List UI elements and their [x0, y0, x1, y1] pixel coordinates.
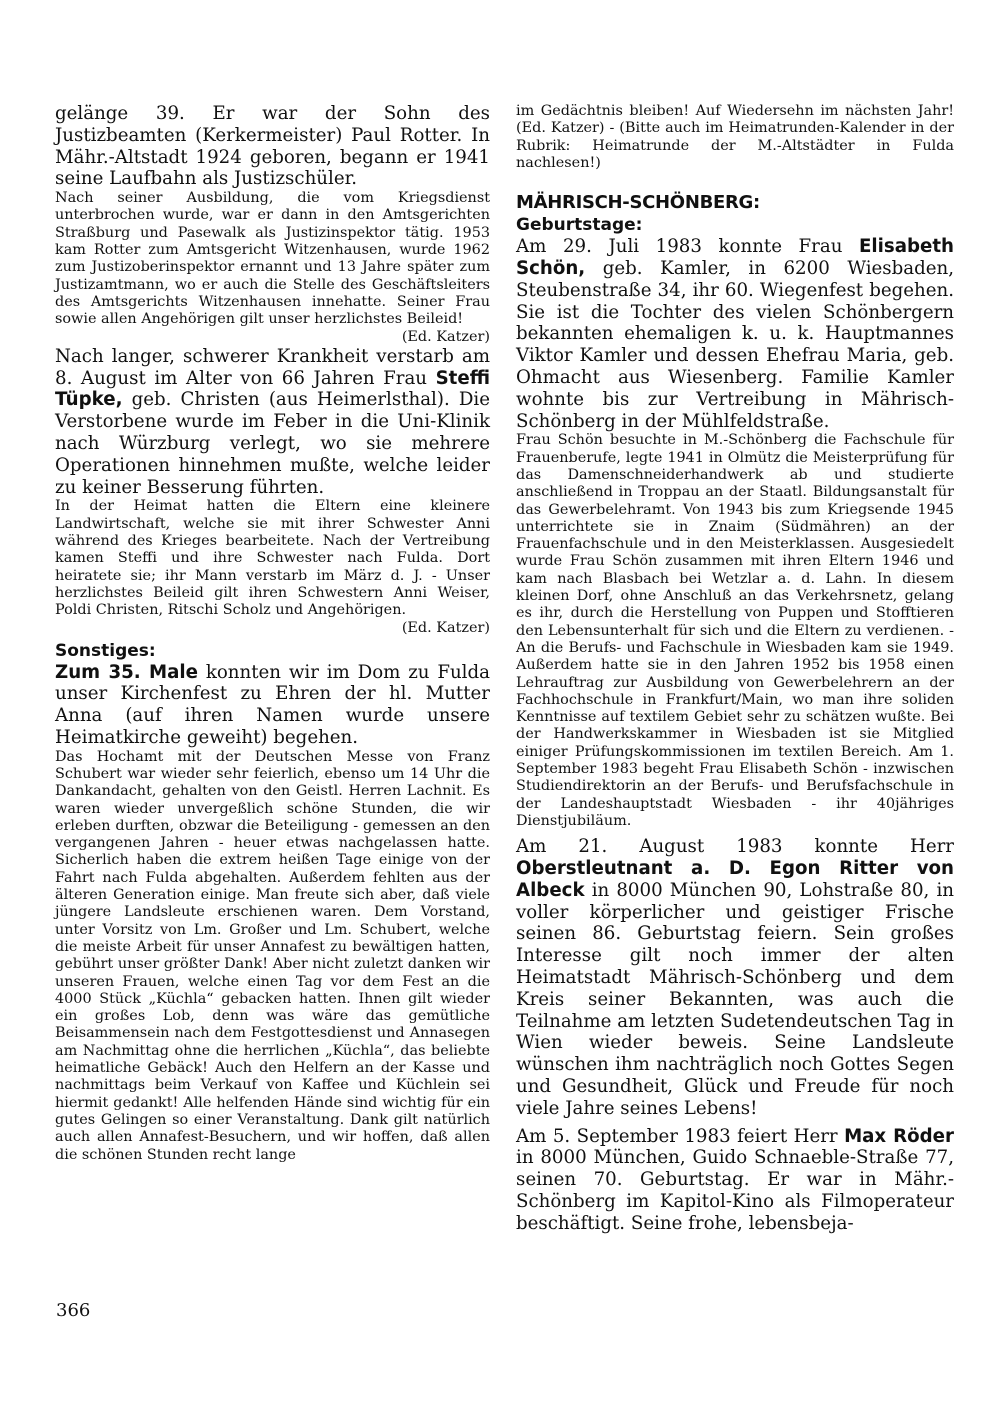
rotter-obituary-end: gelänge 39. Er war der Sohn des Justizbeamten (Kerkermeister) Paul Rotter. In Mähr.-Altstadt 1924 geboren, begann er 1941 seine Laufbahn als Justizschüler.: [55, 103, 490, 190]
roeder-birthday: [516, 1126, 954, 1235]
tuepke-obituary: [55, 346, 490, 499]
birthday-text: Am 21. August 1983 konnte Herr: [516, 836, 954, 858]
rotter-career-paragraph: Nach seiner Ausbildung, die vom Kriegsdienst unterbrochen wurde, war er dann in den Amtsgerichten Straßburg und Pasewalk als Justizinspektor tätig. 1953 kam Rotter zum Amtsgericht Witzenhausen, wurde 1962 zum Justizoberinspektor ernannt und 13 Jahre später zum Justizamtmann, wo er auch die Stelle des Geschäftsleiters des Amtsgerichts Witzenhausen innehatte. Seiner Frau sowie allen Angehörigen gilt unser herzlichstes Beileid!: [55, 190, 490, 328]
intro-text: konnten wir im Dom zu Fulda unser Kirchenfest zu Ehren der hl. Mutter Anna (auf ihren Namen wurde unsere Heimatkirche geweiht) begehen.: [55, 661, 490, 748]
section-heading-sonstiges: Sonstiges:: [55, 640, 156, 661]
obituary-text: Nach langer, schwerer Krankheit verstarb am 8. August im Alter von 66 Jahren Frau: [55, 345, 490, 389]
lead-text: Zum 35. Male: [55, 661, 198, 683]
left-column: [55, 103, 490, 1164]
albeck-birthday: [516, 836, 954, 1119]
birthday-text: in 8000 München 90, Lohstraße 80, in voller körperlicher und geistiger Frische seinen 86. Geburtstag feiern. Sein großes Interesse gilt noch immer der alten Heimatstadt Mährisch-Schönberg und dem Kreis seiner Bekannten, was auch die Teilnahme am letzten Sudetendeutschen Tag in Wien wieder beweis. Seine Landsleute wünschen ihm nachträglich noch Gottes Segen und Gesundheit, Glück und Freude für noch viele Jahre seines Lebens!: [516, 879, 954, 1119]
right-column: [516, 103, 954, 1235]
page-number: 366: [56, 1300, 91, 1321]
person-name: Steffi Tüpke,: [55, 367, 490, 411]
birthday-text: in 8000 München, Guido Schnaeble-Straße 77, seinen 70. Geburtstag. Er war in Mähr.-Schönberg im Kapitol-Kino als Filmoperateur beschäftigt. Seine frohe, lebensbeja-: [516, 1147, 954, 1234]
section-heading-place: MÄHRISCH-SCHÖNBERG:: [516, 192, 760, 214]
annafest-intro: [55, 662, 490, 749]
tuepke-family-paragraph: [55, 498, 490, 636]
editor-signature: (Ed. Katzer): [401, 619, 490, 636]
family-text: In der Heimat hatten die Eltern eine kleinere Landwirtschaft, welche sie mit ihrer Schwester Anni während des Krieges bearbeitete. Nach der Vertreibung kamen Steffi und ihre Schwester nach Fulda. Dort heiratete sie; ihr Mann verstarb im März d. J. - Unser herzlichstes Beileid gilt ihren Schwestern Anni Weiser, Poldi Christen, Ritschi Scholz und Angehörigen.: [55, 498, 490, 619]
person-name: Elisabeth Schön,: [516, 236, 954, 279]
person-name: Oberstleutnant a. D. Egon Ritter von Albeck: [516, 857, 954, 901]
schoen-birthday: [516, 236, 954, 432]
annafest-report: Das Hochamt mit der Deutschen Messe von Franz Schubert war wieder sehr feierlich, ebenso um 14 Uhr die Dankandacht, gehalten von den Geistl. Herren Lachnit. Es waren wieder unvergeßlich schöne Stunden, die wir erleben durften, obzwar die Beteiligung - gemessen an den vergangenen Jahren - heuer etwas nachgelassen hatte. Sicherlich haben die extrem heißen Tage einige von der Fahrt nach Fulda abgehalten. Außerdem fehlten aus der älteren Generation einige. Man freute sich aber, daß viele jüngere Landsleute erschienen waren. Dem Vorstand, unter Vorsitz von Lm. Großer und Lm. Schubert, welche die meiste Arbeit für unser Annafest zu bewältigen hatten, gebührt unser größter Dank! Aber nicht zuletzt danken wir unseren Frauen, welche einen Tag vor dem Fest an die 4000 Stück „Küchla“ gebacken hatten. Ihnen gilt wieder ein großes Lob, denn was wäre das gemütliche Beisammensein nach dem Festgottesdienst und Annasegen am Nachmittag ohne die herrlichen „Küchla“, das beliebte heimatliche Gebäck! Auch den Helfern an der Kasse und nachmittags beim Verkauf von Kaffee und Küchlein sei hiermit gedankt! Alle helfenden Hände sind wichtig für ein gutes Gelingen so einer Veranstaltung. Dank gilt natürlich auch allen Annafest-Besuchern, und wir hoffen, daß allen die schönen Stunden recht lange: [55, 748, 490, 1163]
annafest-report-end: im Gedächtnis bleiben! Auf Wiedersehn im nächsten Jahr! (Ed. Katzer) - (Bitte auch im Heimatrunden-Kalender in der Rubrik: Heimatrunde der M.-Altstädter in Fulda nachlesen!): [516, 103, 954, 171]
editor-signature: (Ed. Katzer): [401, 328, 490, 345]
obituary-text: geb. Christen (aus Heimerlsthal). Die Verstorbene wurde im Feber in die Uni-Klinik nach Würzburg verlegt, wo sie mehrere Operationen hinnehmen mußte, welche leider zu keiner Besserung führten.: [55, 389, 490, 498]
schoen-career-paragraph: Frau Schön besuchte in M.-Schönberg die Fachschule für Frauenberufe, legte 1941 in Olmütz die Meisterprüfung für das Damenschneiderhandwerk ab und studierte anschließend in Troppau an der Staatl. Bildungsanstalt für das Gewerbelehramt. Von 1943 bis zum Kriegsende 1945 unterrichtete sie in Znaim (Südmähren) an der Frauenfachschule und in den Meisterklassen. Ausgesiedelt wurde Frau Schön zusammen mit ihren Eltern 1946 und kam nach Blasbach bei Wetzlar a. d. Lahn. In diesem kleinen Dorf, ohne Anschluß an das Verkehrsnetz, gelang es ihr, durch die Herstellung von Puppen und Stofftieren den Lebensunterhalt für sich und die Eltern zu verdienen. - An die Berufs- und Fachschule in Wiesbaden kam sie 1949. Außerdem hatte sie in den Jahren 1952 bis 1958 einen Lehrauftrag zur Ausbildung von Gewerbelehrern an der Fachhochschule in Frankfurt/Main, wo man ihre soliden Kenntnisse auf textilem Gebiet sehr zu schätzen wußte. Bei der Handwerkskammer in Wiesbaden ist sie Mitglied einiger Prüfungskommissionen im textilen Bereich. Am 1. September 1983 begeht Frau Elisabeth Schön - inzwischen Studiendirektorin an der Berufs- und Berufsfachschule in der Landeshauptstadt Wiesbaden - ihr 40jähriges Dienstjubiläum.: [516, 432, 954, 829]
birthday-text: Am 29. Juli 1983 konnte Frau: [516, 236, 859, 258]
birthday-text: geb. Kamler, in 6200 Wiesbaden, Steubenstraße 34, ihr 60. Wiegenfest begehen. Sie ist die Tochter des vielen Schönbergern bekannten ehemaligen k. u. k. Hauptmannes Viktor Kamler und dessen Ehefrau Maria, geb. Ohmacht aus Wiesenberg. Familie Kamler wohnte bis zur Vertreibung in Mährisch-Schönberg in der Mühlfeldstraße.: [516, 257, 954, 432]
person-name: Max Röder: [844, 1125, 954, 1147]
birthday-text: Am 5. September 1983 feiert Herr: [516, 1125, 845, 1147]
section-heading-birthdays: Geburtstage:: [516, 215, 643, 236]
